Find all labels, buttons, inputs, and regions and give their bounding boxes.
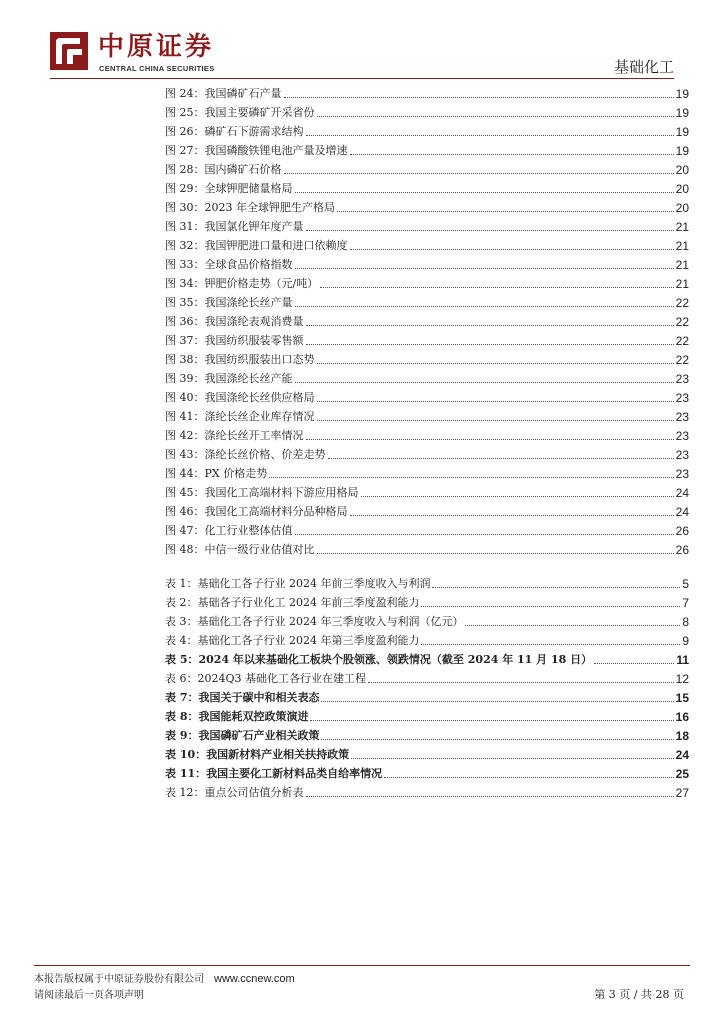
toc-entry-page: 20 <box>675 163 689 177</box>
toc-table-entry[interactable] <box>165 649 689 667</box>
toc-entry-page: 19 <box>675 125 689 139</box>
toc-entry-page: 20 <box>675 182 689 196</box>
central-china-securities-logo <box>50 32 88 70</box>
toc-leader-dots <box>284 97 674 98</box>
toc-leader-dots <box>384 777 674 778</box>
toc-entry-page: 23 <box>675 410 689 424</box>
toc-entry-page: 26 <box>675 543 689 557</box>
toc-leader-dots <box>269 477 673 478</box>
toc-entry-label: 表 8：我国能耗双控政策演进 <box>165 710 309 723</box>
toc-leader-dots <box>321 701 673 702</box>
toc-entry-label: 图 46：我国化工高端材料分品种格局 <box>165 505 348 518</box>
toc-leader-dots <box>306 325 674 326</box>
page-header <box>0 0 724 80</box>
toc-entry-page: 19 <box>675 87 689 101</box>
footer-url-link[interactable]: www.ccnew.com <box>214 973 295 985</box>
toc-table-entry[interactable] <box>165 573 689 591</box>
toc-table-entry[interactable] <box>165 763 689 781</box>
toc-entry-page: 23 <box>675 372 689 386</box>
footer-copyright: 本报告版权属于中原证券股份有限公司 <box>34 974 204 985</box>
toc-entry-page: 19 <box>675 106 689 120</box>
toc-entry-page: 27 <box>675 786 689 800</box>
toc-leader-dots <box>350 249 674 250</box>
page-number: 第 3 页 / 共 28 页 <box>594 988 684 1001</box>
toc-leader-dots <box>295 306 674 307</box>
toc-entry-label: 图 24：我国磷矿石产量 <box>165 87 282 100</box>
toc-table-entry[interactable] <box>165 687 689 705</box>
toc-entry-page: 26 <box>675 524 689 538</box>
toc-figure-entry[interactable] <box>165 406 689 424</box>
brand-name-en: CENTRAL CHINA SECURITIES <box>99 64 215 73</box>
toc-entry-label: 图 47：化工行业整体估值 <box>165 524 293 537</box>
toc-entry-page: 20 <box>675 201 689 215</box>
footer-copyright-line <box>34 970 295 985</box>
toc-figure-entry[interactable] <box>165 520 689 538</box>
toc-entry-page: 21 <box>675 277 689 291</box>
toc-entry-page: 22 <box>675 353 689 367</box>
toc-entry-label: 图 39：我国涤纶长丝产能 <box>165 372 293 385</box>
toc-entry-label: 图 30：2023 年全球钾肥生产格局 <box>165 201 335 214</box>
toc-leader-dots <box>328 458 674 459</box>
toc-leader-dots <box>317 401 674 402</box>
toc-leader-dots <box>295 268 674 269</box>
toc-leader-dots <box>306 135 674 136</box>
toc-entry-label: 图 33：全球食品价格指数 <box>165 258 293 271</box>
toc-leader-dots <box>321 739 673 740</box>
toc-entry-label: 图 41：涤纶长丝企业库存情况 <box>165 410 315 423</box>
toc-leader-dots <box>284 173 674 174</box>
toc-entry-label: 图 44：PX 价格走势 <box>165 467 268 480</box>
toc-entry-page: 23 <box>675 391 689 405</box>
toc-leader-dots <box>306 796 674 797</box>
toc-entry-label: 图 38：我国纺织服装出口态势 <box>165 353 315 366</box>
toc-entry-page: 24 <box>675 505 689 519</box>
toc-entry-page: 25 <box>675 767 689 781</box>
toc-table-entry[interactable] <box>165 668 689 686</box>
toc-entry-page: 21 <box>675 258 689 272</box>
toc-entry-label: 图 27：我国磷酸铁锂电池产量及增速 <box>165 144 348 157</box>
toc-figure-entry[interactable] <box>165 387 689 405</box>
toc-table-entry[interactable] <box>165 592 689 610</box>
toc-entry-page: 23 <box>675 467 689 481</box>
toc-entry-label: 图 31：我国氯化钾年度产量 <box>165 220 304 233</box>
toc-entry-page: 21 <box>675 239 689 253</box>
toc-leader-dots <box>310 720 673 721</box>
toc-table-entry[interactable] <box>165 725 689 743</box>
toc-figure-entry[interactable] <box>165 349 689 367</box>
toc-entry-page: 11 <box>676 653 689 667</box>
toc-entry-page: 16 <box>675 710 689 724</box>
toc-entry-label: 表 2：基础各子行业化工 2024 年前三季度盈利能力 <box>165 596 420 609</box>
toc-entry-label: 图 42：涤纶长丝开工率情况 <box>165 429 304 442</box>
toc-figure-entry[interactable] <box>165 83 689 101</box>
toc-figure-entry[interactable] <box>165 368 689 386</box>
toc-entry-page: 24 <box>675 486 689 500</box>
toc-leader-dots <box>361 496 674 497</box>
toc-leader-dots <box>350 154 674 155</box>
toc-entry-label: 表 9：我国磷矿石产业相关政策 <box>165 729 320 742</box>
toc-figure-entry[interactable] <box>165 463 689 481</box>
toc-leader-dots <box>421 644 680 645</box>
toc-entry-label: 图 25：我国主要磷矿开采省份 <box>165 106 315 119</box>
toc-entry-label: 图 34：钾肥价格走势（元/吨） <box>165 277 319 290</box>
toc-leader-dots <box>465 625 680 626</box>
toc-entry-label: 图 40：我国涤纶长丝供应格局 <box>165 391 315 404</box>
toc-entry-page: 23 <box>675 448 689 462</box>
toc-figure-entry[interactable] <box>165 292 689 310</box>
toc-leader-dots <box>421 606 680 607</box>
toc-entry-label: 表 7：我国关于碳中和相关表态 <box>165 691 320 704</box>
footer-disclaimer: 请阅读最后一页各项声明 <box>34 990 144 1001</box>
toc-table-entry[interactable] <box>165 630 689 648</box>
toc-figure-entry[interactable] <box>165 444 689 462</box>
toc-figure-entry[interactable] <box>165 159 689 177</box>
toc-figure-entry[interactable] <box>165 539 689 557</box>
toc-table-entry[interactable] <box>165 782 689 800</box>
toc-table-entry[interactable] <box>165 611 689 629</box>
toc-figure-entry[interactable] <box>165 121 689 139</box>
toc-entry-label: 图 28：国内磷矿石价格 <box>165 163 282 176</box>
toc-leader-dots <box>368 682 674 683</box>
section-title: 基础化工 <box>613 58 674 76</box>
toc-entry-label: 表 5：2024 年以来基础化工板块个股领涨、领跌情况（截至 2024 年 11 月 18 日） <box>165 653 593 666</box>
toc-entry-page: 23 <box>675 429 689 443</box>
toc-entry-label: 图 29：全球钾肥储量格局 <box>165 182 293 195</box>
toc-leader-dots <box>432 587 680 588</box>
toc-leader-dots <box>306 230 674 231</box>
toc-figure-entry[interactable] <box>165 216 689 234</box>
toc-figure-entry[interactable] <box>165 178 689 196</box>
toc-figure-entry[interactable] <box>165 254 689 272</box>
toc-entry-page: 7 <box>682 596 689 610</box>
toc-entry-label: 图 32：我国钾肥进口量和进口依赖度 <box>165 239 348 252</box>
toc-entry-label: 表 10：我国新材料产业相关扶持政策 <box>165 748 350 761</box>
toc-figure-entry[interactable] <box>165 140 689 158</box>
toc-figure-entry[interactable] <box>165 273 689 291</box>
header-divider <box>50 78 674 79</box>
toc-entry-page: 12 <box>675 672 689 686</box>
toc-figure-entry[interactable] <box>165 311 689 329</box>
toc-figure-entry[interactable] <box>165 197 689 215</box>
toc-leader-dots <box>320 287 673 288</box>
toc-entry-page: 22 <box>675 296 689 310</box>
toc-entry-page: 19 <box>675 144 689 158</box>
toc-entry-label: 图 37：我国纺织服装零售额 <box>165 334 304 347</box>
toc-entry-label: 表 11：我国主要化工新材料品类自给率情况 <box>165 767 383 780</box>
toc-leader-dots <box>295 382 674 383</box>
toc-entry-label: 图 45：我国化工高端材料下游应用格局 <box>165 486 359 499</box>
footer-divider <box>34 965 690 966</box>
toc-leader-dots <box>317 363 674 364</box>
toc-entry-page: 8 <box>682 615 689 629</box>
toc-entry-label: 图 26：磷矿石下游需求结构 <box>165 125 304 138</box>
toc-entry-label: 图 48：中信一级行业估值对比 <box>165 543 315 556</box>
toc-leader-dots <box>295 534 674 535</box>
toc-figure-entry[interactable] <box>165 425 689 443</box>
toc-entry-label: 图 36：我国涤纶表观消费量 <box>165 315 304 328</box>
toc-entry-page: 21 <box>675 220 689 234</box>
toc-leader-dots <box>306 344 674 345</box>
toc-entry-label: 表 12：重点公司估值分析表 <box>165 786 304 799</box>
toc-leader-dots <box>350 515 674 516</box>
toc-entry-page: 18 <box>675 729 689 743</box>
toc-table-entry[interactable] <box>165 744 689 762</box>
toc-entry-label: 表 4：基础化工各子行业 2024 年第三季度盈利能力 <box>165 634 420 647</box>
toc-entry-label: 图 43：涤纶长丝价格、价差走势 <box>165 448 326 461</box>
toc-figure-entry[interactable] <box>165 482 689 500</box>
toc-entry-label: 表 6：2024Q3 基础化工各行业在建工程 <box>165 672 367 685</box>
toc-figure-entry[interactable] <box>165 330 689 348</box>
toc-entry-page: 22 <box>675 315 689 329</box>
toc-figure-entry[interactable] <box>165 102 689 120</box>
toc-entry-page: 15 <box>675 691 689 705</box>
toc-leader-dots <box>317 420 674 421</box>
toc-entry-label: 图 35：我国涤纶长丝产量 <box>165 296 293 309</box>
brand-name-cn: 中原证券 <box>98 32 215 62</box>
toc-leader-dots <box>295 192 674 193</box>
toc-figure-entry[interactable] <box>165 501 689 519</box>
toc-table-entry[interactable] <box>165 706 689 724</box>
toc-leader-dots <box>306 439 674 440</box>
toc-entry-page: 9 <box>682 634 689 648</box>
toc-entry-page: 22 <box>675 334 689 348</box>
toc-leader-dots <box>317 116 674 117</box>
toc-entry-page: 5 <box>682 577 689 591</box>
toc-entry-page: 24 <box>675 748 689 762</box>
toc-figure-entry[interactable] <box>165 235 689 253</box>
toc-leader-dots <box>594 663 674 664</box>
toc-leader-dots <box>337 211 674 212</box>
toc-leader-dots <box>317 553 674 554</box>
toc-entry-label: 表 3：基础化工各子行业 2024 年三季度收入与利润（亿元） <box>165 615 464 628</box>
toc-leader-dots <box>351 758 674 759</box>
toc-entry-label: 表 1：基础化工各子行业 2024 年前三季度收入与利润 <box>165 577 431 590</box>
